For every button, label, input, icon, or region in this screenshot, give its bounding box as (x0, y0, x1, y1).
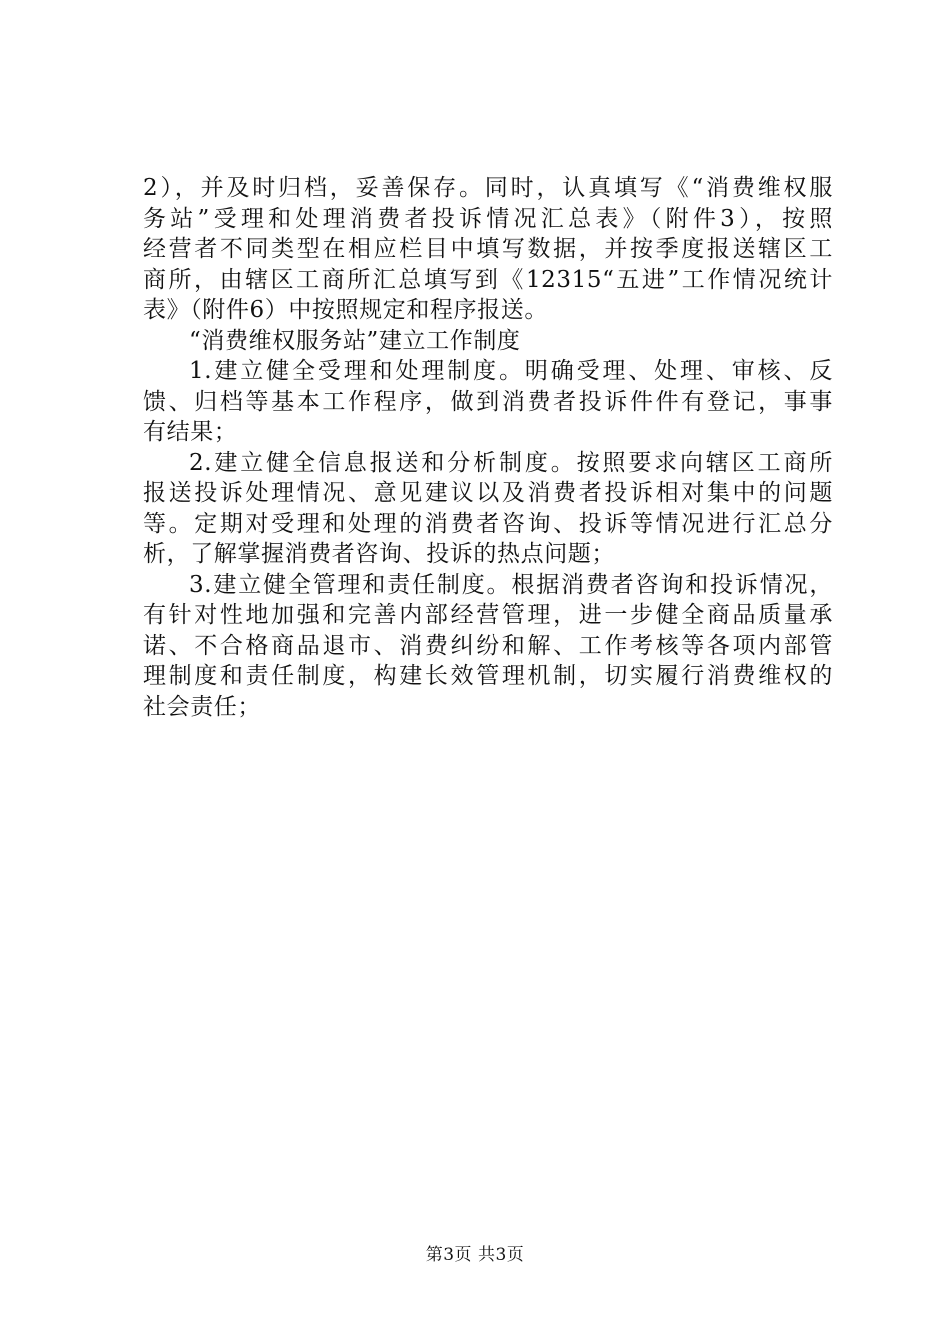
text-line: 等。定期对受理和处理的消费者咨询、投诉等情况进行汇总分 (143, 510, 833, 537)
text-line: 馈、归档等基本工作程序，做到消费者投诉件件有登记，事事 (143, 388, 833, 415)
paragraph-intro-continuation (143, 173, 833, 326)
document-body (143, 173, 833, 722)
text-line: 3.建立健全管理和责任制度。根据消费者咨询和投诉情况， (189, 571, 833, 598)
text-line: 报送投诉处理情况、意见建议以及消费者投诉相对集中的问题 (143, 480, 833, 506)
heading-text: “消费维权服务站”建立工作制度 (189, 327, 521, 354)
text-line: 有针对性地加强和完善内部经营管理，进一步健全商品质量承 (143, 602, 833, 628)
text-line: 2），并及时归档，妥善保存。同时，认真填写《“消费维权服 (143, 175, 833, 201)
text-line: 诺、不合格商品退市、消费纠纷和解、工作考核等各项内部管 (143, 632, 833, 659)
text-line: 商所，由辖区工商所汇总填写到《12315“五进”工作情况统计 (143, 266, 833, 293)
text-line: 经营者不同类型在相应栏目中填写数据，并按季度报送辖区工 (143, 236, 833, 262)
paragraph-item-3 (143, 570, 833, 723)
text-line: 有结果； (143, 419, 238, 445)
paragraph-item-1 (143, 356, 833, 448)
section-heading (143, 326, 833, 357)
text-line: 务站”受理和处理消费者投诉情况汇总表》（附件3），按照 (143, 205, 833, 232)
page-number: 第3页 共3页 (425, 1245, 525, 1265)
paragraph-item-2 (143, 448, 833, 570)
text-line: 社会责任； (143, 693, 261, 720)
text-line: 理制度和责任制度，构建长效管理机制，切实履行消费维权的 (143, 663, 833, 689)
page-footer (0, 1244, 950, 1266)
text-line: 2.建立健全信息报送和分析制度。按照要求向辖区工商所 (189, 449, 833, 476)
text-line: 1.建立健全受理和处理制度。明确受理、处理、审核、反 (189, 358, 833, 384)
text-line: 析，了解掌握消费者咨询、投诉的热点问题； (143, 541, 615, 567)
text-line: 表》（附件6）中按照规定和程序报送。 (143, 297, 548, 323)
